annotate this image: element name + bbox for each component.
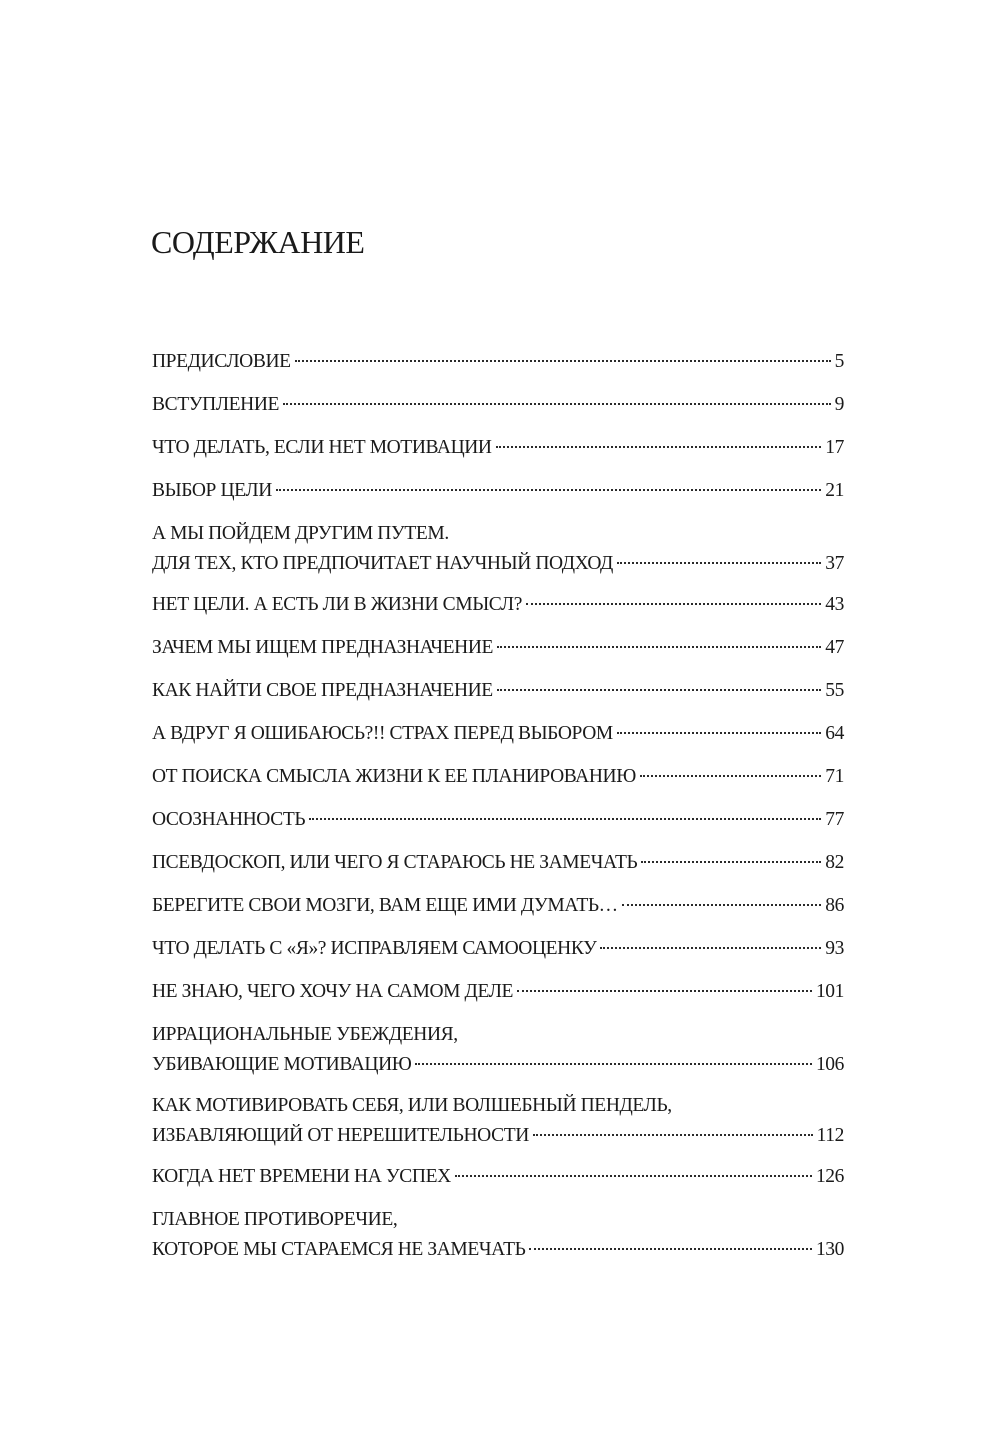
toc-entry-title: ИЗБАВЛЯЮЩИЙ ОТ НЕРЕШИТЕЛЬНОСТИ [152,1125,529,1146]
toc-entry-title: БЕРЕГИТЕ СВОИ МОЗГИ, ВАМ ЕЩЕ ИМИ ДУМАТЬ… [152,895,618,916]
toc-entry-line [152,549,844,579]
toc-entry [152,433,844,463]
toc-entry-line [152,519,844,549]
dot-leader [533,1134,813,1136]
toc-page-number: 71 [825,766,844,787]
dot-leader [600,947,821,949]
toc-entry [152,762,844,792]
toc-entry-title: ПРЕДИСЛОВИЕ [152,351,291,372]
dot-leader [276,489,821,491]
toc-entry [152,633,844,663]
toc-entry-line [152,1121,844,1151]
toc-entry-line [152,891,844,921]
toc-entry-title: КАК НАЙТИ СВОЕ ПРЕДНАЗНАЧЕНИЕ [152,680,493,701]
toc-entry-line [152,676,844,706]
toc-entry-line [152,719,844,749]
toc-entry-line [152,590,844,620]
toc-entry-line [152,476,844,506]
toc-entry [152,977,844,1007]
toc-page-number: 9 [834,394,844,415]
toc-entry-line [152,848,844,878]
toc-page-number: 86 [825,895,844,916]
toc-page-number: 77 [825,809,844,830]
dot-leader [617,732,821,734]
toc-page-number: 93 [825,938,844,959]
dot-leader [526,603,821,605]
toc-entry-line [152,934,844,964]
toc-entry-line [152,1020,844,1050]
toc-entry [152,590,844,620]
dot-leader [309,818,821,820]
toc-page-number: 82 [825,852,844,873]
toc-entry-title: УБИВАЮЩИЕ МОТИВАЦИЮ [152,1054,412,1075]
toc-entry-title: ОСОЗНАННОСТЬ [152,809,306,830]
toc-page-number: 101 [815,981,844,1002]
toc-entry-title: КОГДА НЕТ ВРЕМЕНИ НА УСПЕХ [152,1166,451,1187]
toc-entry [152,347,844,377]
toc-entry-title: ПСЕВДОСКОП, ИЛИ ЧЕГО Я СТАРАЮСЬ НЕ ЗАМЕЧАТЬ [152,852,638,873]
toc-page-number: 17 [825,437,844,458]
toc-entry [152,1020,844,1080]
toc-entry [152,1162,844,1192]
toc-entry-line [152,762,844,792]
toc-page-number: 5 [834,351,844,372]
toc-entry-title: ОТ ПОИСКА СМЫСЛА ЖИЗНИ К ЕЕ ПЛАНИРОВАНИЮ [152,766,636,787]
toc-page-number: 37 [825,553,844,574]
toc-entry-title: ДЛЯ ТЕХ, КТО ПРЕДПОЧИТАЕТ НАУЧНЫЙ ПОДХОД [152,553,613,574]
dot-leader [517,990,812,992]
dot-leader [295,360,831,362]
toc-entry-line [152,633,844,663]
toc-entry-title: ГЛАВНОЕ ПРОТИВОРЕЧИЕ, [152,1209,398,1230]
dot-leader [496,446,822,448]
toc-entry-line [152,390,844,420]
dot-leader [622,904,822,906]
toc-page-number: 64 [825,723,844,744]
toc-entry-line [152,977,844,1007]
toc-entry-title: ИРРАЦИОНАЛЬНЫЕ УБЕЖДЕНИЯ, [152,1024,458,1045]
dot-leader [415,1063,812,1065]
toc-page-number: 126 [815,1166,844,1187]
toc-page-number: 112 [816,1125,844,1146]
dot-leader [497,646,821,648]
toc-entry-line [152,1091,844,1121]
dot-leader [529,1248,812,1250]
toc-entry-title: А МЫ ПОЙДЕМ ДРУГИМ ПУТЕМ. [152,523,449,544]
toc-entry-line [152,433,844,463]
toc-entry-title: НЕТ ЦЕЛИ. А ЕСТЬ ЛИ В ЖИЗНИ СМЫСЛ? [152,594,523,615]
toc-page-number: 106 [815,1054,844,1075]
toc-entry-line [152,347,844,377]
dot-leader [497,689,821,691]
page-title: СОДЕРЖАНИЕ [151,224,365,260]
toc-entry [152,476,844,506]
toc-entry-title: ЧТО ДЕЛАТЬ, ЕСЛИ НЕТ МОТИВАЦИИ [152,437,492,458]
toc-entry [152,891,844,921]
toc-entry [152,1091,844,1151]
toc-entry [152,805,844,835]
dot-leader [283,403,831,405]
toc-entry-line [152,805,844,835]
toc-entry-title: ВСТУПЛЕНИЕ [152,394,280,415]
toc-page-number: 47 [825,637,844,658]
toc-entry [152,390,844,420]
toc-entry [152,848,844,878]
dot-leader [640,775,821,777]
toc-page-number: 21 [825,480,844,501]
toc-entry [152,1205,844,1265]
toc-page-number: 55 [825,680,844,701]
dot-leader [641,861,821,863]
toc-entry-line [152,1162,844,1192]
toc-entry [152,719,844,749]
toc-entry-title: ЗАЧЕМ МЫ ИЩЕМ ПРЕДНАЗНАЧЕНИЕ [152,637,494,658]
dot-leader [617,562,821,564]
toc-entry-title: КОТОРОЕ МЫ СТАРАЕМСЯ НЕ ЗАМЕЧАТЬ [152,1239,526,1260]
toc-entry-title: КАК МОТИВИРОВАТЬ СЕБЯ, ИЛИ ВОЛШЕБНЫЙ ПЕНДЕЛЬ, [152,1095,672,1116]
toc-page-number: 130 [815,1239,844,1260]
toc-entry-line [152,1235,844,1265]
dot-leader [455,1175,812,1177]
toc-entry-line [152,1205,844,1235]
toc-entry-title: А ВДРУГ Я ОШИБАЮСЬ?!! СТРАХ ПЕРЕД ВЫБОРОМ [152,723,613,744]
toc-entry [152,934,844,964]
toc-page-number: 43 [825,594,844,615]
toc-entry-line [152,1050,844,1080]
toc-entry-title: ЧТО ДЕЛАТЬ С «Я»? ИСПРАВЛЯЕМ САМООЦЕНКУ [152,938,597,959]
toc-entry-title: ВЫБОР ЦЕЛИ [152,480,272,501]
toc-entry [152,519,844,579]
toc-entry [152,676,844,706]
table-of-contents [152,347,844,1276]
toc-entry-title: НЕ ЗНАЮ, ЧЕГО ХОЧУ НА САМОМ ДЕЛЕ [152,981,514,1002]
